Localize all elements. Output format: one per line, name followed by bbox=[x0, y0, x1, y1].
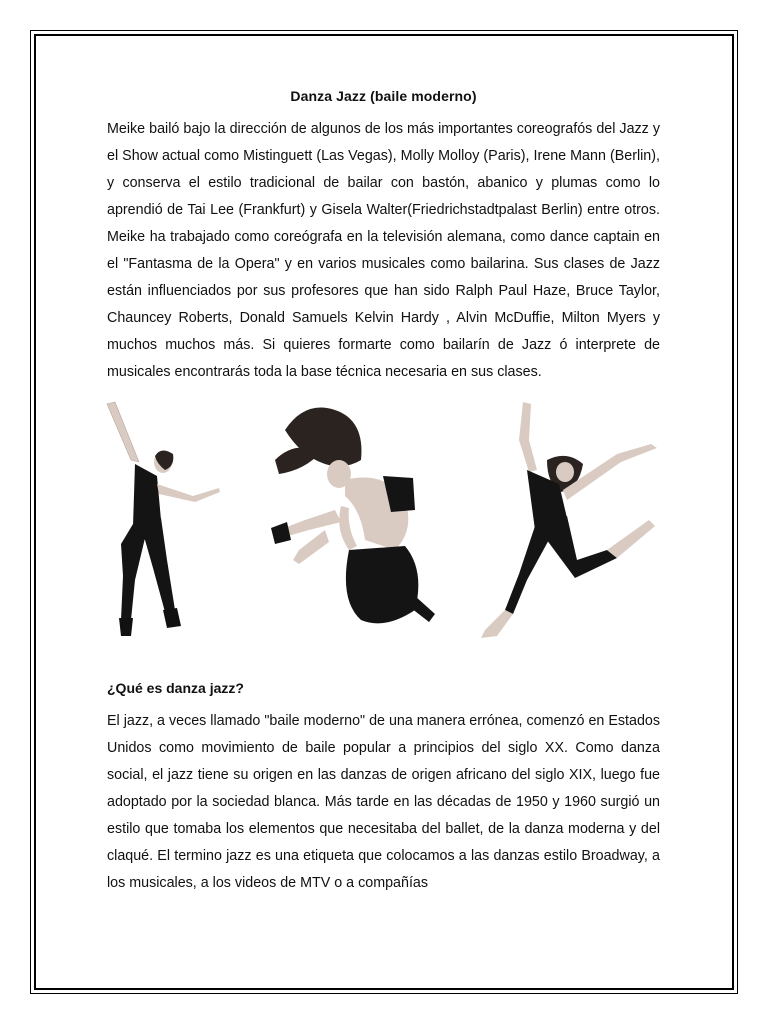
document-title: Danza Jazz (baile moderno) bbox=[290, 88, 477, 104]
dancer-photo-1 bbox=[101, 400, 221, 650]
document-body bbox=[107, 88, 660, 897]
dancer-photos bbox=[107, 400, 660, 660]
section-heading: ¿Qué es danza jazz? bbox=[107, 680, 244, 696]
paragraph-jazz-definition: El jazz, a veces llamado "baile moderno" de una manera errónea, comenzó en Estados Unidos como movimiento de baile popular a principios del siglo XX. Como danza social, el jazz tiene su origen en las danzas de origen africano del siglo XIX, luego fue adoptado por la sociedad blanca. Más tarde en las décadas de 1950 y 1960 surgió un estilo que tomaba los elementos que necesitaba del ballet, de la danza moderna y del claqué. El termino jazz es una etiqueta que colocamos a las danzas estilo Broadway, a los musicales, a los videos de MTV o a compañías bbox=[107, 713, 660, 891]
dancer-photo-2 bbox=[265, 400, 445, 655]
paragraph-intro: Meike bailó bajo la dirección de algunos de los más importantes coreografós del Jazz y el Show actual como Mistinguett (Las Vegas), Molly Molloy (Paris), Irene Mann (Berlin), y conserva el estilo tradicional de bailar con bastón, abanico y plumas como lo aprendió de Tai Lee (Frankfurt) y Gisela Walter(Friedrichstadtpalast Berlin) entre otros. Meike ha trabajado como coreógrafa en la televisión alemana, como dance captain en el "Fantasma de la Opera" y en varios musicales como bailarina. Sus clases de Jazz están influenciados por sus profesores que han sido Ralph Paul Haze, Bruce Taylor, Chauncey Roberts, Donald Samuels Kelvin Hardy , Alvin McDuffie, Milton Myers y muchos muchos más. Si quieres formarte como bailarín de Jazz ó interprete de musicales encontrarás toda la base técnica necesaria en sus clases. bbox=[107, 121, 660, 380]
dancer-photo-3 bbox=[467, 400, 662, 650]
